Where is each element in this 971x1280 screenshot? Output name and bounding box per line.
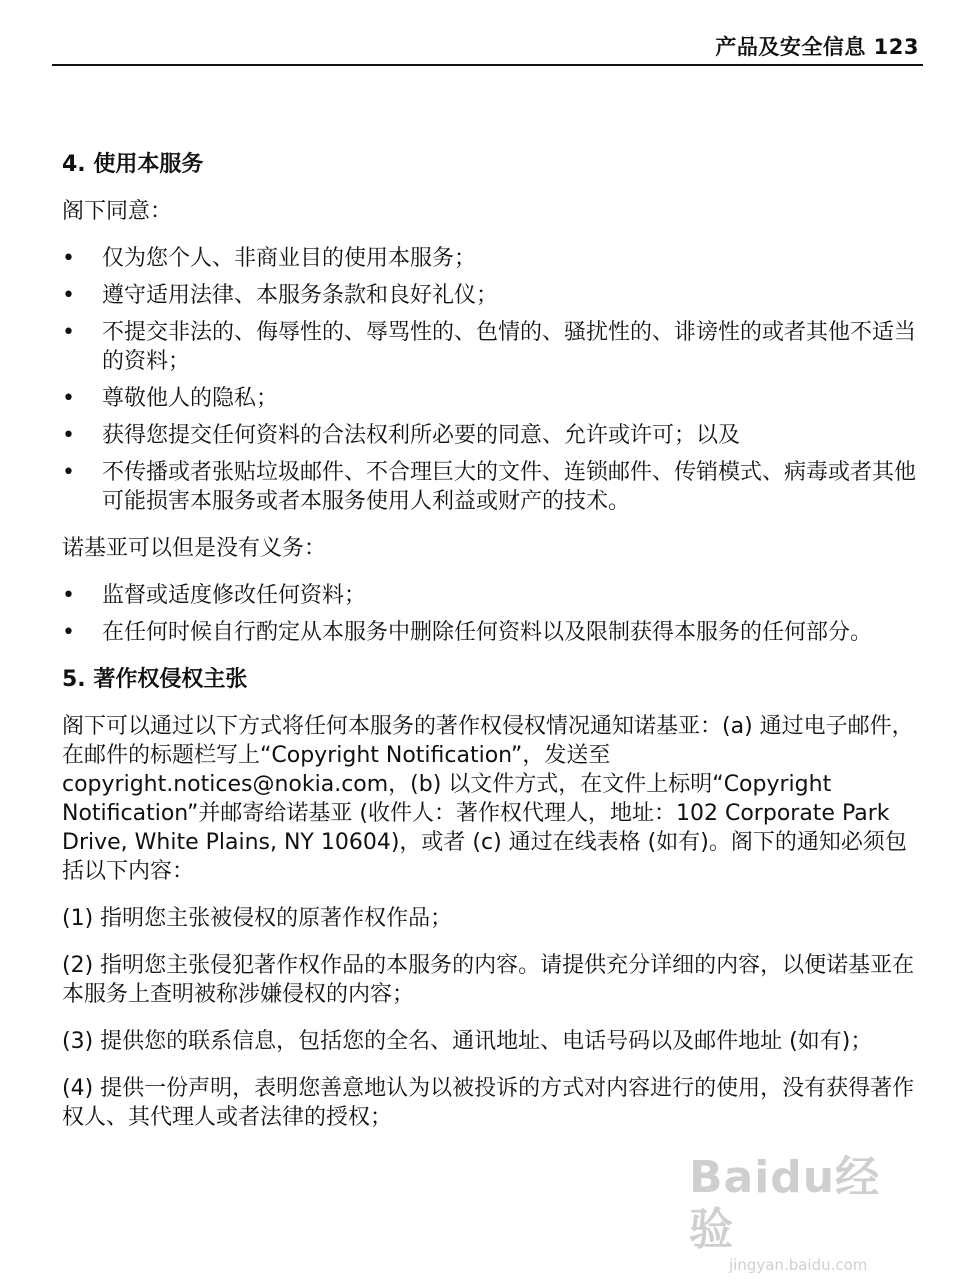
section-4-heading: 4. 使用本服务 — [62, 152, 204, 177]
document-body — [62, 150, 924, 1150]
section-5-intro: 阁下可以通过以下方式将任何本服务的著作权侵权情况通知诺基亚：(a) 通过电子邮件，在邮件的标题栏写上“Copyright Notification”，发送至copyright.notices@nokia.com，(b) 以文件方式，在文件上标明“Copyright Notification”并邮寄给诺基亚 (收件人：著作权代理人，地址：102 Corporate Park Drive, White Plains, NY 10604)，或者 (c) 通过在线表格 (如有)。阁下的通知必须包括以下内容： — [62, 714, 914, 884]
list-item: • 尊敬他人的隐私； — [62, 386, 279, 411]
bullet-icon: • — [62, 283, 75, 308]
notice-item-1: (1) 指明您主张被侵权的原著作权作品； — [62, 906, 453, 931]
notice-item-2: (2) 指明您主张侵犯著作权作品的本服务的内容。请提供充分详细的内容，以便诺基亚在本服务上查明被称涉嫌侵权的内容； — [62, 953, 915, 1007]
list-item: • 仅为您个人、非商业目的使用本服务； — [62, 246, 477, 271]
list-item: • 不提交非法的、侮辱性的、辱骂性的、色情的、骚扰性的、诽谤性的或者其他不适当的资料； — [62, 320, 917, 374]
nokia-rights-list — [62, 581, 924, 647]
watermark-url: jingyan.baidu.com — [729, 1256, 868, 1274]
list-item: • 获得您提交任何资料的合法权利所必要的同意、允许或许可；以及 — [62, 423, 741, 448]
bullet-icon: • — [62, 460, 75, 485]
baidu-watermark — [689, 1152, 919, 1274]
list-item: • 监督或适度修改任何资料； — [62, 583, 367, 608]
bullet-icon: • — [62, 423, 75, 448]
section-4-intro: 阁下同意： — [62, 199, 173, 224]
bullet-icon: • — [62, 386, 75, 411]
list-item: • 遵守适用法律、本服务条款和良好礼仪； — [62, 283, 499, 308]
section-5-heading: 5. 著作权侵权主张 — [62, 667, 248, 692]
watermark-logo: Baidu经验 — [689, 1152, 881, 1255]
list-item: • 在任何时候自行酌定从本服务中删除任何资料以及限制获得本服务的任何部分。 — [62, 620, 873, 645]
nokia-rights-intro: 诺基亚可以但是没有义务： — [62, 536, 327, 561]
list-item: • 不传播或者张贴垃圾邮件、不合理巨大的文件、连锁邮件、传销模式、病毒或者其他可能损害本服务或者本服务使用人利益或财产的技术。 — [62, 460, 917, 514]
bullet-icon: • — [62, 246, 75, 271]
user-obligations-list — [62, 244, 924, 516]
header-title: 产品及安全信息 123 — [715, 35, 919, 59]
bullet-icon: • — [62, 320, 75, 345]
bullet-icon: • — [62, 620, 75, 645]
page-header — [52, 30, 923, 66]
bullet-icon: • — [62, 583, 75, 608]
notice-item-4: (4) 提供一份声明，表明您善意地认为以被投诉的方式对内容进行的使用，没有获得著作权人、其代理人或者法律的授权； — [62, 1076, 915, 1130]
notice-item-3: (3) 提供您的联系信息，包括您的全名、通讯地址、电话号码以及邮件地址 (如有)； — [62, 1029, 873, 1054]
